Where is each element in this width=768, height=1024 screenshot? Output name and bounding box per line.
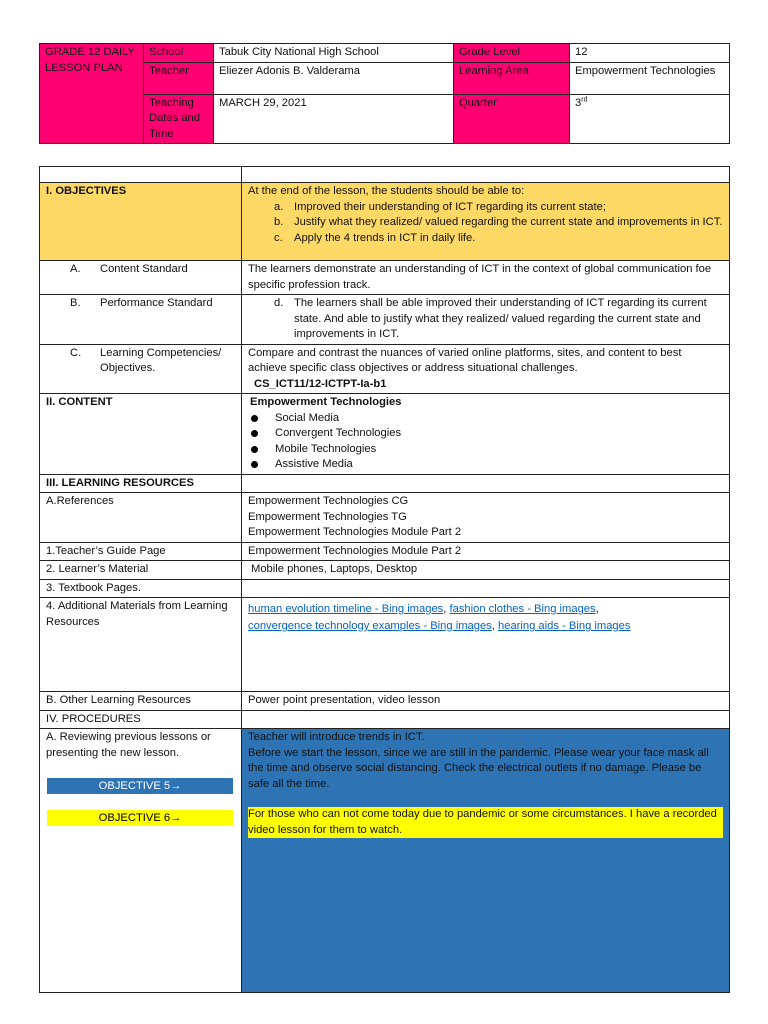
- review-label-cell: [40, 729, 242, 993]
- performance-standard-row: [40, 295, 730, 345]
- bullet-icon: [251, 446, 258, 453]
- procedure-text-1: Teacher will introduce trends in ICT.: [248, 731, 425, 743]
- content-title: Empowerment Technologies: [250, 396, 402, 408]
- other-resources-label: B. Other Learning Resources: [40, 692, 242, 711]
- procedure-text-2: Before we start the lesson, since we are still in the pandemic. Please wear your face mask all the time and observe social distancing. Check the electrical outlets if no damage. Please be safe all the time.: [248, 746, 709, 790]
- bullet-icon: [251, 461, 258, 468]
- list-item-text: Mobile Technologies: [275, 442, 377, 455]
- list-item: Empowerment Technologies CG: [248, 495, 409, 507]
- link-fashion-clothes[interactable]: fashion clothes - Bing images: [449, 603, 596, 615]
- additional-materials-links: human evolution timeline - Bing images, fashion clothes - Bing images, convergence technology examples - Bing images, hearing aids - Bing images: [242, 598, 730, 692]
- section-marker: B.: [70, 297, 81, 309]
- review-label: A. Reviewing previous lessons or presenting the new lesson.: [46, 731, 211, 759]
- teachers-guide-label: 1.Teacher’s Guide Page: [40, 542, 242, 561]
- list-item: [248, 231, 723, 247]
- list-item: [248, 411, 723, 427]
- list-item-text: Assistive Media: [275, 458, 353, 470]
- table-top-row: [40, 167, 730, 183]
- objectives-row: [40, 183, 730, 261]
- references-cell: [242, 493, 730, 543]
- performance-standard-cell: [242, 295, 730, 345]
- grade-level-label: Grade Level: [454, 44, 570, 63]
- list-item: [248, 442, 723, 458]
- teaching-dates-label: Teaching Dates and Time: [144, 94, 214, 144]
- learners-material-row: [40, 561, 730, 580]
- list-item-text: Social Media: [275, 411, 340, 424]
- textbook-row: [40, 579, 730, 598]
- learning-area-label: Learning Area: [454, 62, 570, 94]
- link-convergence-technology[interactable]: convergence technology examples - Bing images: [248, 620, 492, 632]
- competency-code: CS_ICT11/12-ICTPT-Ia-b1: [254, 377, 387, 390]
- school-label: School: [144, 44, 214, 63]
- objective-6-tag: OBJECTIVE 6→: [47, 810, 233, 826]
- content-standard-label: Content Standard: [100, 263, 188, 275]
- lesson-plan-title-cell: [40, 44, 144, 144]
- learners-material-value: Mobile phones, Laptops, Desktop: [242, 561, 730, 580]
- textbook-label: 3. Textbook Pages.: [40, 579, 242, 598]
- teachers-guide-row: [40, 542, 730, 561]
- learners-material-label: 2. Learner’s Material: [40, 561, 242, 580]
- learning-resources-row: [40, 474, 730, 493]
- references-label: A.References: [40, 493, 242, 543]
- list-item-text: Justify what they realized/ valued regarding the current state and improvements in ICT.: [294, 216, 723, 228]
- competencies-text: Compare and contrast the nuances of varied online platforms, sites, and content to best achieve specific class objectives or address situational challenges.: [248, 346, 682, 374]
- header-table: [39, 43, 730, 144]
- bullet-icon: [251, 415, 258, 422]
- list-marker: d.: [274, 297, 284, 309]
- procedure-text-3: For those who can not come today due to pandemic or some circumstances. I have a recorded video lesson for them to watch.: [248, 807, 723, 838]
- teaching-dates-value: MARCH 29, 2021: [214, 94, 454, 144]
- objectives-label: I. OBJECTIVES: [40, 183, 242, 261]
- list-item-text: Apply the 4 trends in ICT in daily life.: [294, 231, 476, 244]
- references-row: [40, 493, 730, 543]
- learning-resources-label: III. LEARNING RESOURCES: [40, 474, 242, 493]
- performance-standard-label-cell: [40, 295, 242, 345]
- list-item: Empowerment Technologies Module Part 2: [248, 526, 462, 538]
- competencies-label-cell: [40, 344, 242, 394]
- review-row: [40, 729, 730, 993]
- objective-5-tag: OBJECTIVE 5→: [47, 778, 233, 794]
- learning-area-value: Empowerment Technologies: [570, 62, 730, 94]
- other-resources-row: [40, 692, 730, 711]
- list-marker: a.: [274, 200, 284, 213]
- list-item: [248, 215, 723, 231]
- lesson-plan-table: [39, 166, 730, 993]
- list-item: [248, 426, 723, 442]
- quarter-number: 3: [575, 96, 582, 109]
- list-item: [248, 200, 723, 216]
- list-item-text: Improved their understanding of ICT regarding its current state;: [294, 200, 606, 213]
- procedures-label: IV. PROCEDURES: [40, 710, 242, 729]
- lesson-plan-title: GRADE 12 DAILY LESSON PLAN: [45, 46, 135, 74]
- objectives-cell: [242, 183, 730, 261]
- quarter-label: Quarter: [454, 94, 570, 144]
- content-bullets: [248, 411, 723, 473]
- objectives-intro: At the end of the lesson, the students should be able to:: [248, 185, 525, 197]
- teacher-value: Eliezer Adonis B. Valderama: [214, 62, 454, 94]
- quarter-suffix: rd: [581, 95, 588, 103]
- quarter-value: [570, 94, 730, 144]
- section-marker: A.: [70, 263, 81, 275]
- performance-standard-text: The learners shall be able improved their understanding of ICT regarding its current state. And able to justify what they realized/ valued regarding the current state and improvements in ICT.: [294, 297, 707, 340]
- other-resources-value: Power point presentation, video lesson: [242, 692, 730, 711]
- list-marker: c.: [274, 231, 283, 244]
- additional-materials-row: [40, 598, 730, 692]
- competencies-row: [40, 344, 730, 394]
- review-cell: [242, 729, 730, 993]
- section-marker: C.: [70, 346, 82, 359]
- content-row: [40, 394, 730, 475]
- grade-level-value: 12: [570, 44, 730, 63]
- teachers-guide-value: Empowerment Technologies Module Part 2: [242, 542, 730, 561]
- teacher-label: Teacher: [144, 62, 214, 94]
- content-standard-label-cell: [40, 261, 242, 295]
- procedures-row: [40, 710, 730, 729]
- link-human-evolution[interactable]: human evolution timeline - Bing images: [248, 603, 444, 615]
- list-item-text: Convergent Technologies: [275, 427, 402, 439]
- content-standard-text: The learners demonstrate an understanding of ICT in the context of global communication foe specific profession track.: [242, 261, 730, 295]
- list-item: Empowerment Technologies TG: [248, 510, 407, 523]
- content-standard-row: [40, 261, 730, 295]
- bullet-icon: [251, 430, 258, 437]
- school-value: Tabuk City National High School: [214, 44, 454, 63]
- list-item: [248, 457, 723, 473]
- link-hearing-aids[interactable]: hearing aids - Bing images: [498, 620, 631, 632]
- additional-materials-label: 4. Additional Materials from Learning Resources: [40, 598, 242, 692]
- performance-standard-label: Performance Standard: [100, 297, 213, 309]
- competencies-label: Learning Competencies/ Objectives.: [100, 346, 222, 374]
- content-cell: [242, 394, 730, 475]
- content-label: II. CONTENT: [40, 394, 242, 475]
- competencies-cell: [242, 344, 730, 394]
- objectives-list: [248, 200, 723, 247]
- list-marker: b.: [274, 216, 284, 228]
